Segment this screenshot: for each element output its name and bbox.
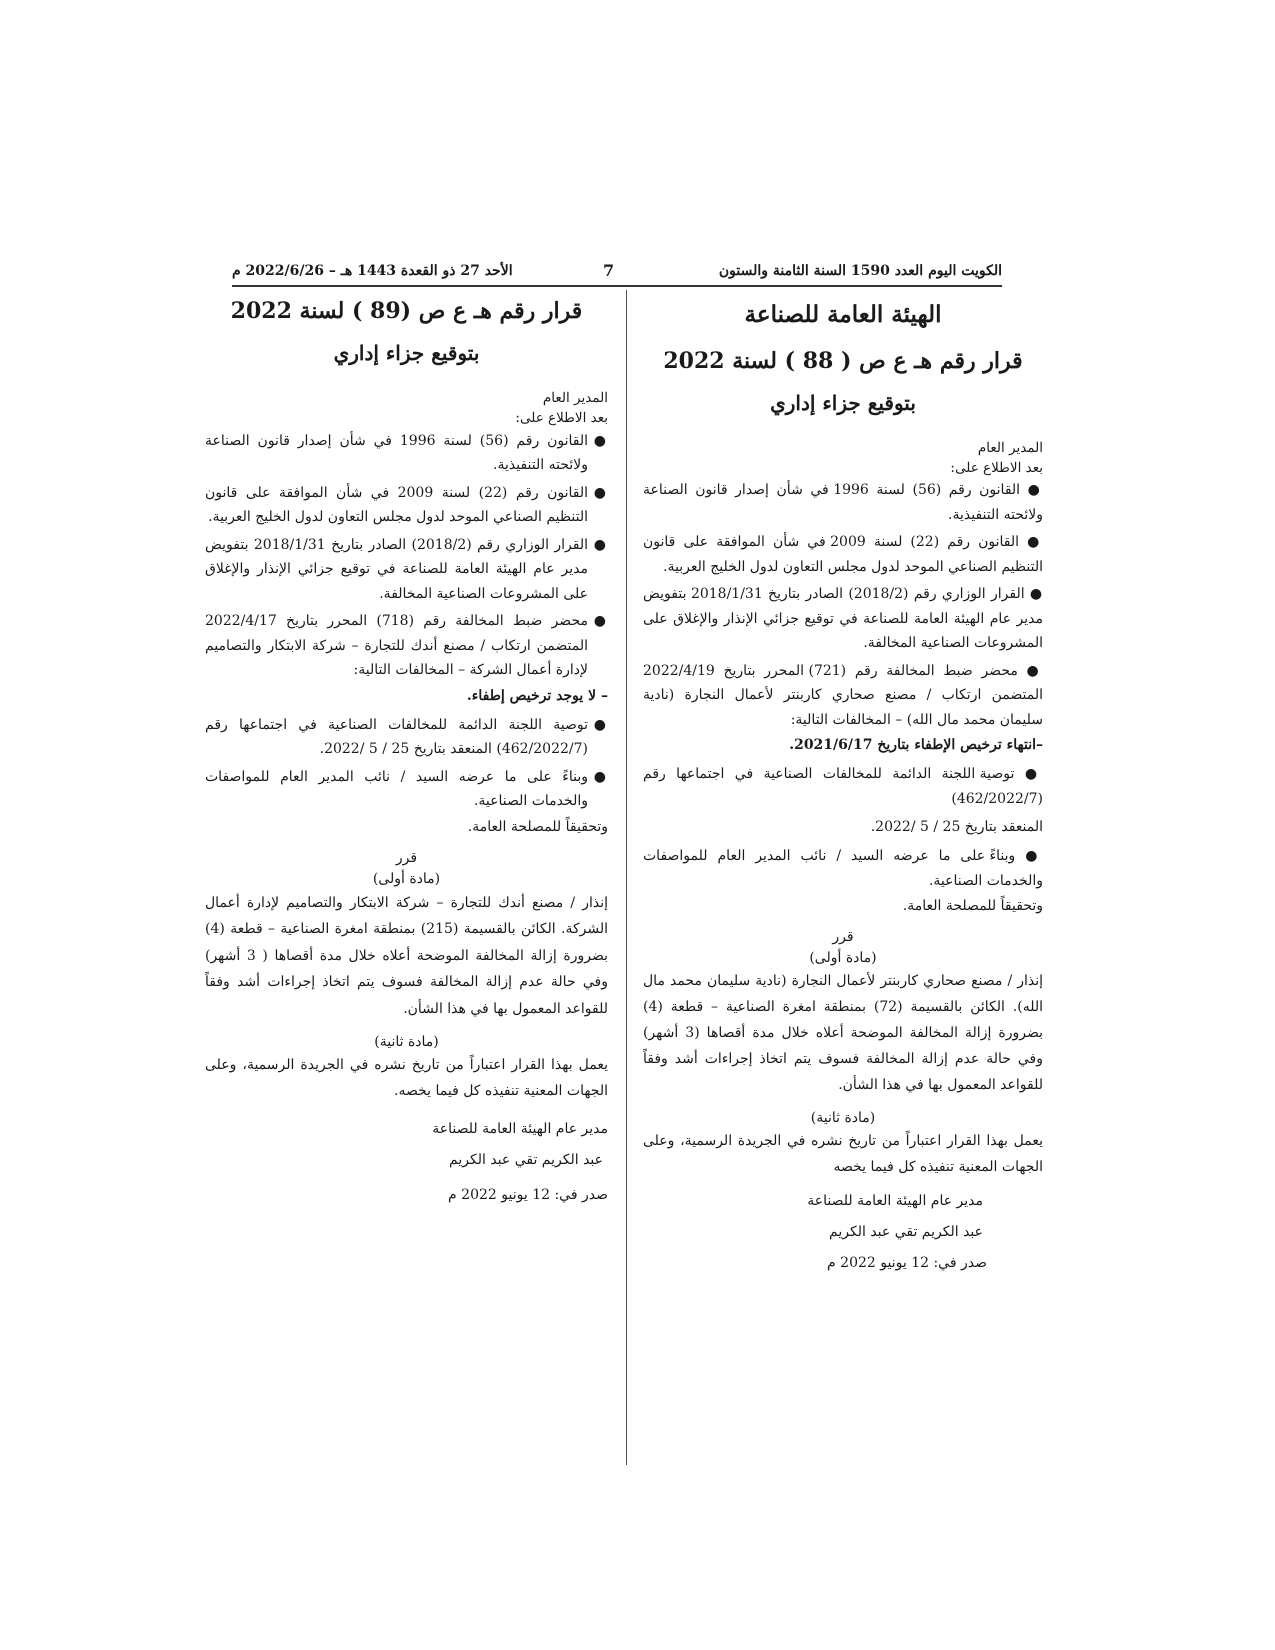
- review-item-text: القرار الوزاري رقم (2018/2) الصادر بتاريخ 2018/1/31 بتفويض مدير عام الهيئة العامة للصناعة في توقيع جزائي الإنذار والإغلاق على المشروعات الصناعية المخالفة.: [643, 586, 1043, 651]
- decision-title: قرار رقم هـ ع ص ( 88 ) لسنة 2022: [663, 347, 1023, 374]
- decision-subtitle: بتوقيع جزاء إداري: [770, 390, 916, 415]
- bullet-icon: ●: [593, 613, 606, 629]
- after-review-label: بعد الاطلاع على:: [950, 459, 1043, 476]
- meeting-date: المنعقد بتاريخ 25 / 5 /2022.: [870, 819, 1043, 835]
- review-item: [205, 765, 608, 814]
- article-2-text: يعمل بهذا القرار اعتباراً من تاريخ نشره في الجريدة الرسمية، وعلى الجهات المعنية تنفيذه كل فيما يخصه: [643, 1133, 1043, 1176]
- review-item-text: القانون رقم (56) لسنة 1996 في شأن إصدار قانون الصناعة ولائحته التنفيذية.: [205, 432, 588, 473]
- bullet-icon: ●: [593, 768, 606, 785]
- column-divider: [626, 290, 627, 1465]
- review-item: ● القرار الوزاري رقم (2018/2) الصادر بتاريخ 2018/1/31 بتفويض مدير عام الهيئة العامة للصناعة في توقيع جزائي الإنذار والإغلاق على المشروعات الصناعية المخالفة.: [643, 586, 1044, 651]
- org-title: الهيئة العامة للصناعة: [744, 301, 942, 328]
- review-item: ● وبناءً على ما عرضه السيد / نائب المدير العام للمواصفات والخدمات الصناعية.: [643, 848, 1043, 889]
- bullet-icon: ●: [593, 484, 606, 501]
- bullet-icon: ●: [593, 432, 606, 449]
- public-interest: وتحقيقاً للمصلحة العامة.: [902, 898, 1043, 914]
- director-label: المدير العام: [542, 390, 608, 406]
- decision-subtitle: بتوقيع جزاء إداري: [333, 341, 480, 365]
- header-rule: [232, 285, 1002, 287]
- article-2-title: (مادة ثانية): [810, 1110, 876, 1127]
- header-date: الأحد 27 ذو القعدة 1443 هـ – 2022/6/26 م: [232, 263, 513, 279]
- article-1-title: (مادة أولى): [809, 950, 877, 966]
- director-label: المدير العام: [977, 439, 1043, 456]
- decided-label: قرر: [832, 929, 854, 945]
- review-item: [205, 713, 608, 762]
- review-item: ● القانون رقم (56) لسنة 1996 في شأن إصدار قانون الصناعة ولائحته التنفيذية.: [643, 482, 1043, 523]
- violation-line: –انتهاء ترخيص الإطفاء بتاريخ 2021/6/17.: [789, 737, 1043, 753]
- page-number: 7: [603, 261, 615, 280]
- decision-88-column: [643, 298, 1043, 1274]
- review-item: ● القانون رقم (22) لسنة 2009 في شأن الموافقة على قانون التنظيم الصناعي الموحد لدول مجلس التعاون لدول الخليج العربية.: [643, 534, 1043, 575]
- review-item: [205, 481, 608, 530]
- review-item-text: وبناءً على ما عرضه السيد / نائب المدير العام للمواصفات والخدمات الصناعية.: [205, 768, 588, 809]
- violation-line: – لا يوجد ترخيص إطفاء.: [466, 687, 608, 704]
- article-2-text: يعمل بهذا القرار اعتباراً من تاريخ نشره في الجريدة الرسمية، وعلى الجهات المعنية تنفيذه كل فيما يخصه.: [205, 1057, 608, 1100]
- review-item-text: القانون رقم (22) لسنة 2009 في شأن الموافقة على قانون التنظيم الصناعي الموحد لدول مجلس التعاون لدول الخليج العربية.: [205, 484, 588, 525]
- review-item: ● محضر ضبط المخالفة رقم (721) المحرر بتاريخ 2022/4/19 المتضمن ارتكاب / مصنع صحاري كاربنتر لأعمال النجارة (نادية سليمان محمد مال الله) – المخالفات التالية:: [643, 662, 1043, 728]
- article-1-text: إنذار / مصنع صحاري كاربنتر لأعمال النجارة (نادية سليمان محمد مال الله). الكائن بالقسيمة (72) بمنطقة امغرة الصناعية – قطعة (4) بضرورة إزالة المخالفة الموضحة أعلاه خلال مدة أقصاها (3 أشهر) وفي حالة عدم إزالة المخالفة فسوف يتم اتخاذ إجراءات أشد وفقاً للقواعد المعمول بها في هذا الشأن.: [643, 973, 1043, 1093]
- review-item-text: وبناءً على ما عرضه السيد / نائب المدير العام للمواصفات والخدمات الصناعية.: [643, 848, 1043, 889]
- header-publication: الكويت اليوم العدد 1590 السنة الثامنة والستون: [718, 263, 1002, 279]
- review-item-text: القانون رقم (22) لسنة 2009 في شأن الموافقة على قانون التنظيم الصناعي الموحد لدول مجلس التعاون لدول الخليج العربية.: [643, 534, 1043, 575]
- article-1-title: (مادة أولى): [372, 870, 441, 887]
- bullet-icon: ●: [593, 716, 606, 733]
- review-item-text: توصية اللجنة الدائمة للمخالفات الصناعية في اجتماعها رقم (462/2022/7) المنعقد بتاريخ 25 / 5 /2022.: [205, 716, 588, 757]
- article-1-text: إنذار / مصنع أندك للتجارة – شركة الابتكار والتصاميم لإدارة أعمال الشركة. الكائن بالقسيمة (215) بمنطقة امغرة الصناعية – قطعة (4) بضرورة إزالة المخالفة الموضحة أعلاه خلال مدة أقصاها ( 3 أشهر) وفي حالة عدم إزالة المخالفة فسوف يتم اتخاذ إجراءات أشد وفقاً للقواعد المعمول بها في هذا الشأن.: [205, 894, 608, 1017]
- review-item: [205, 609, 608, 683]
- signature-title: مدير عام الهيئة العامة للصناعة: [432, 1121, 608, 1138]
- review-item: ● توصية اللجنة الدائمة للمخالفات الصناعية في اجتماعها رقم (462/2022/7): [643, 766, 1043, 807]
- issued-date: صدر في: 12 يونيو 2022 م: [827, 1255, 987, 1272]
- decision-title: قرار رقم هـ ع ص (89 ) لسنة 2022: [230, 298, 583, 324]
- issued-date: صدر في: 12 يونيو 2022 م: [448, 1187, 608, 1204]
- bullet-icon: ●: [593, 536, 606, 553]
- review-item: [205, 533, 608, 607]
- review-item: [205, 429, 608, 478]
- signature-name: عبد الكريم تقي عبد الكريم: [449, 1152, 603, 1169]
- review-item-text: توصية اللجنة الدائمة للمخالفات الصناعية في اجتماعها رقم (462/2022/7): [643, 766, 1043, 807]
- after-review-label: بعد الاطلاع على:: [515, 410, 608, 427]
- review-item-text: محضر ضبط المخالفة رقم (718) المحرر بتاريخ 2022/4/17 المتضمن ارتكاب / مصنع أندك للتجارة – شركة الابتكار والتصاميم لإدارة أعمال الشركة – المخالفات التالية:: [205, 613, 588, 678]
- review-item-text: محضر ضبط المخالفة رقم (721) المحرر بتاريخ 2022/4/19 المتضمن ارتكاب / مصنع صحاري كاربنتر لأعمال النجارة (نادية سليمان محمد مال الله) – المخالفات التالية:: [643, 662, 1043, 728]
- page-header: [232, 257, 1002, 285]
- article-2-title: (مادة ثانية): [374, 1034, 439, 1051]
- signature-name: عبد الكريم تقي عبد الكريم: [829, 1224, 983, 1241]
- review-item-text: القانون رقم (56) لسنة 1996 في شأن إصدار قانون الصناعة ولائحته التنفيذية.: [643, 482, 1043, 523]
- decided-label: قرر: [395, 849, 418, 866]
- decision-89-column: [205, 295, 608, 1206]
- review-item-text: القرار الوزاري رقم (2018/2) الصادر بتاريخ 2018/1/31 بتفويض مدير عام الهيئة العامة للصناعة في توقيع جزائي الإنذار والإغلاق على المشروعات الصناعية المخالفة.: [205, 536, 589, 602]
- public-interest: وتحقيقاً للمصلحة العامة.: [467, 818, 608, 835]
- signature-title: مدير عام الهيئة العامة للصناعة: [807, 1193, 983, 1210]
